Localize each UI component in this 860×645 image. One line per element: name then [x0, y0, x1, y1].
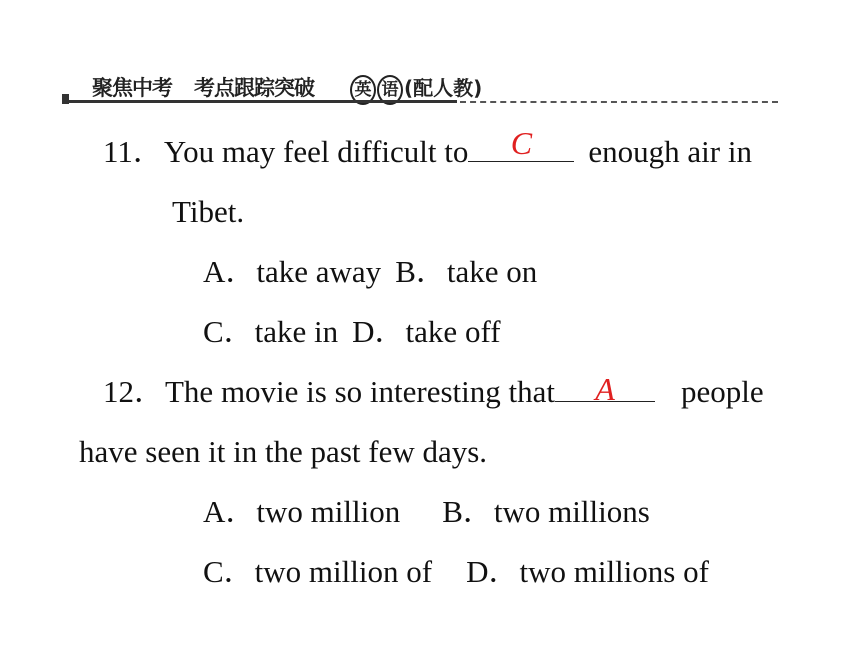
question-11-option-c: C．take in — [203, 314, 339, 349]
question-11-line-1 — [103, 125, 752, 170]
page-header — [62, 66, 782, 110]
question-12-stem-end: people — [681, 374, 764, 409]
question-12-option-d: D．two millions of — [466, 554, 709, 589]
question-12-line-2 — [79, 434, 487, 470]
header-title-focus: 聚焦中考 — [92, 76, 172, 100]
question-12-option-c: C．two million of — [203, 554, 433, 589]
question-12-blank — [555, 371, 655, 407]
question-11-blank — [468, 125, 574, 162]
question-12-option-a: A．two million — [203, 494, 401, 529]
subject-char-1: 英 — [350, 75, 376, 105]
question-11-options-ab — [203, 254, 537, 290]
header-rule-dashed — [460, 101, 778, 103]
question-11-stem-line2: Tibet. — [172, 194, 245, 229]
question-12-stem-start: The movie is so interesting that — [165, 374, 556, 409]
question-11-stem-end: enough air in — [588, 134, 752, 169]
header-title — [92, 72, 314, 102]
question-12-number: 12． — [103, 374, 165, 409]
question-12-options-ab — [203, 494, 650, 530]
question-11-options-cd — [203, 314, 501, 350]
question-12-option-b: B．two millions — [442, 494, 650, 529]
header-title-topic: 考点跟踪突破 — [194, 76, 314, 100]
question-11-stem-start: You may feel difficult to — [163, 134, 469, 169]
question-11-option-d: D．take off — [352, 314, 501, 349]
subject-char-2: 语 — [377, 75, 403, 105]
question-11-option-a: A．take away — [203, 254, 382, 289]
header-rule-solid — [62, 100, 457, 103]
question-11-number: 11． — [103, 134, 164, 169]
question-12-answer: A — [595, 371, 615, 407]
question-12-line-1 — [103, 371, 764, 410]
question-11-line-2 — [172, 194, 244, 230]
question-12-stem-line2: have seen it in the past few days. — [79, 434, 488, 469]
question-11-answer: C — [510, 125, 533, 161]
subject-suffix: (配人教) — [404, 76, 483, 100]
question-12-options-cd — [203, 554, 709, 590]
question-11-option-b: B．take on — [395, 254, 538, 289]
